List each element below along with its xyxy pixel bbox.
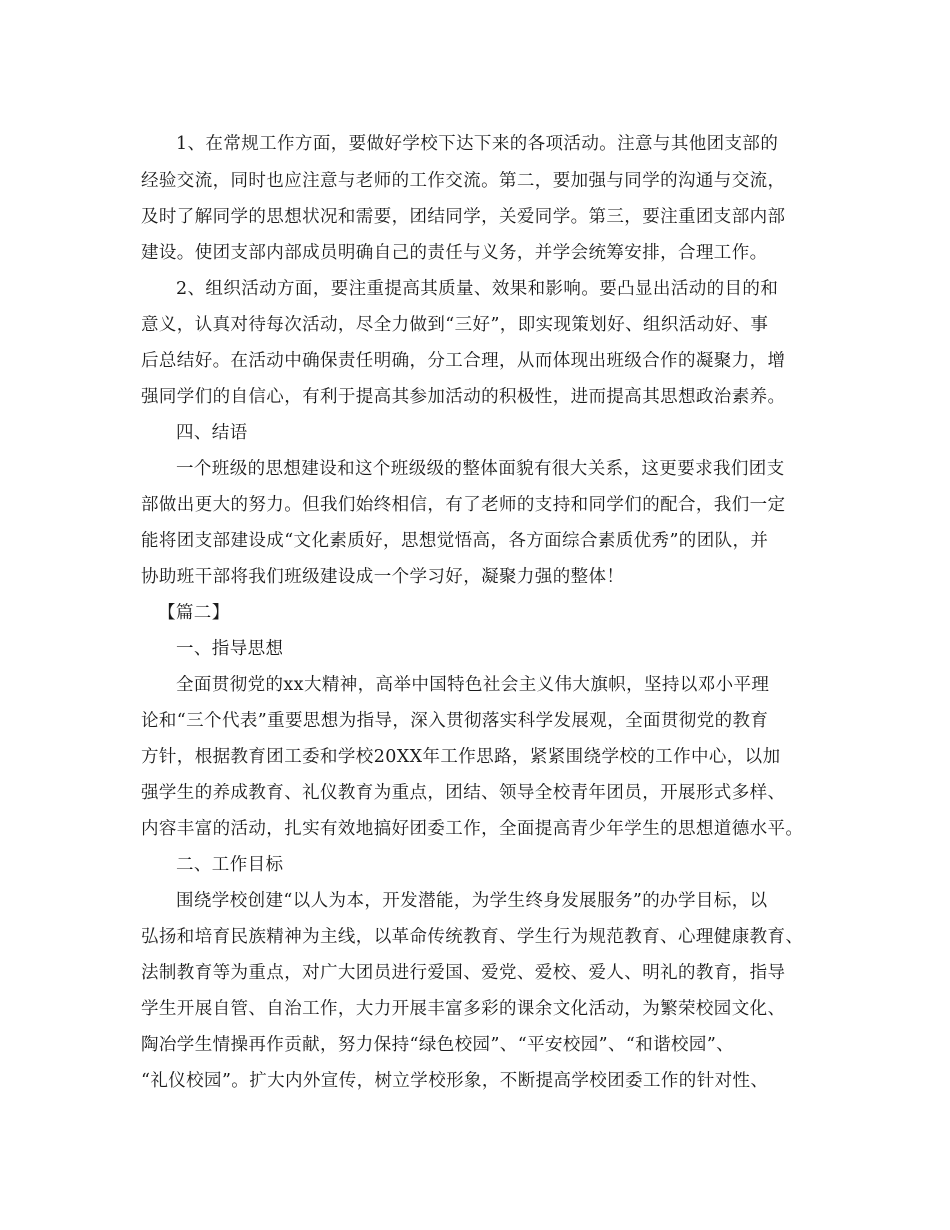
text-line: 能将团支部建设成“文化素质好，思想觉悟高，各方面综合素质优秀”的团队，并 <box>141 531 769 551</box>
text-line: 学生开展自管、自治工作，大力开展丰富多彩的课余文化活动，为繁荣校园文化、 <box>141 999 786 1019</box>
text-line: 论和“三个代表”重要思想为指导，深入贯彻落实科学发展观，全面贯彻党的教育 <box>141 711 769 731</box>
text-line: 法制教育等为重点，对广大团员进行爱国、爱党、爱校、爱人、明礼的教育，指导 <box>141 963 786 983</box>
text-line: 建设。使团支部内部成员明确自己的责任与义务，并学会统筹安排，合理工作。 <box>141 243 768 263</box>
text-line: 围绕学校创建“以人为本，开发潜能，为学生终身发展服务”的办学目标，以 <box>176 891 768 911</box>
part-heading: 【篇二】 <box>158 603 230 623</box>
text-line: “礼仪校园”。扩大内外宣传，树立学校形象，不断提高学校团委工作的针对性、 <box>141 1071 769 1091</box>
text-line: 一个班级的思想建设和这个班级级的整体面貌有很大关系，这更要求我们团支 <box>176 459 785 479</box>
text-line: 弘扬和培育民族精神为主线，以革命传统教育、学生行为规范教育、心理健康教育、 <box>141 927 804 947</box>
text-line: 强学生的养成教育、礼仪教育为重点，团结、领导全校青年团员，开展形式多样、 <box>141 783 786 803</box>
text-line: 2、组织活动方面，要注重提高其质量、效果和影响。要凸显出活动的目的和 <box>176 279 779 299</box>
text-line: 及时了解同学的思想状况和需要，团结同学，关爱同学。第三，要注重团支部内部 <box>141 207 786 227</box>
section-heading: 二、工作目标 <box>176 855 284 875</box>
text-line: 陶冶学生情操再作贡献，努力保持“绿色校园”、“平安校园”、“和谐校园”、 <box>141 1035 735 1055</box>
section-heading: 四、结语 <box>176 423 248 443</box>
text-line: 部做出更大的努力。但我们始终相信，有了老师的支持和同学们的配合，我们一定 <box>141 495 786 515</box>
text-line: 1、在常规工作方面，要做好学校下达下来的各项活动。注意与其他团支部的 <box>176 134 779 154</box>
text-line: 经验交流，同时也应注意与老师的工作交流。第二，要加强与同学的沟通与交流， <box>141 171 786 191</box>
text-line: 协助班干部将我们班级建设成一个学习好，凝聚力强的整体！ <box>141 567 625 587</box>
text-line: 意义，认真对待每次活动，尽全力做到“三好”，即实现策划好、组织活动好、事 <box>141 315 769 335</box>
section-heading: 一、指导思想 <box>176 639 284 659</box>
text-line: 后总结好。在活动中确保责任明确，分工合理，从而体现出班级合作的凝聚力，增 <box>141 351 786 371</box>
text-line: 强同学们的自信心，有利于提高其参加活动的积极性，进而提高其思想政治素养。 <box>141 387 786 407</box>
text-line: 全面贯彻党的xx大精神，高举中国特色社会主义伟大旗帜，坚持以邓小平理 <box>176 675 770 695</box>
text-line: 内容丰富的活动，扎实有效地搞好团委工作，全面提高青少年学生的思想道德水平。 <box>141 819 804 839</box>
text-line: 方针，根据教育团工委和学校20XX年工作思路，紧紧围绕学校的工作中心，以加 <box>141 747 781 767</box>
